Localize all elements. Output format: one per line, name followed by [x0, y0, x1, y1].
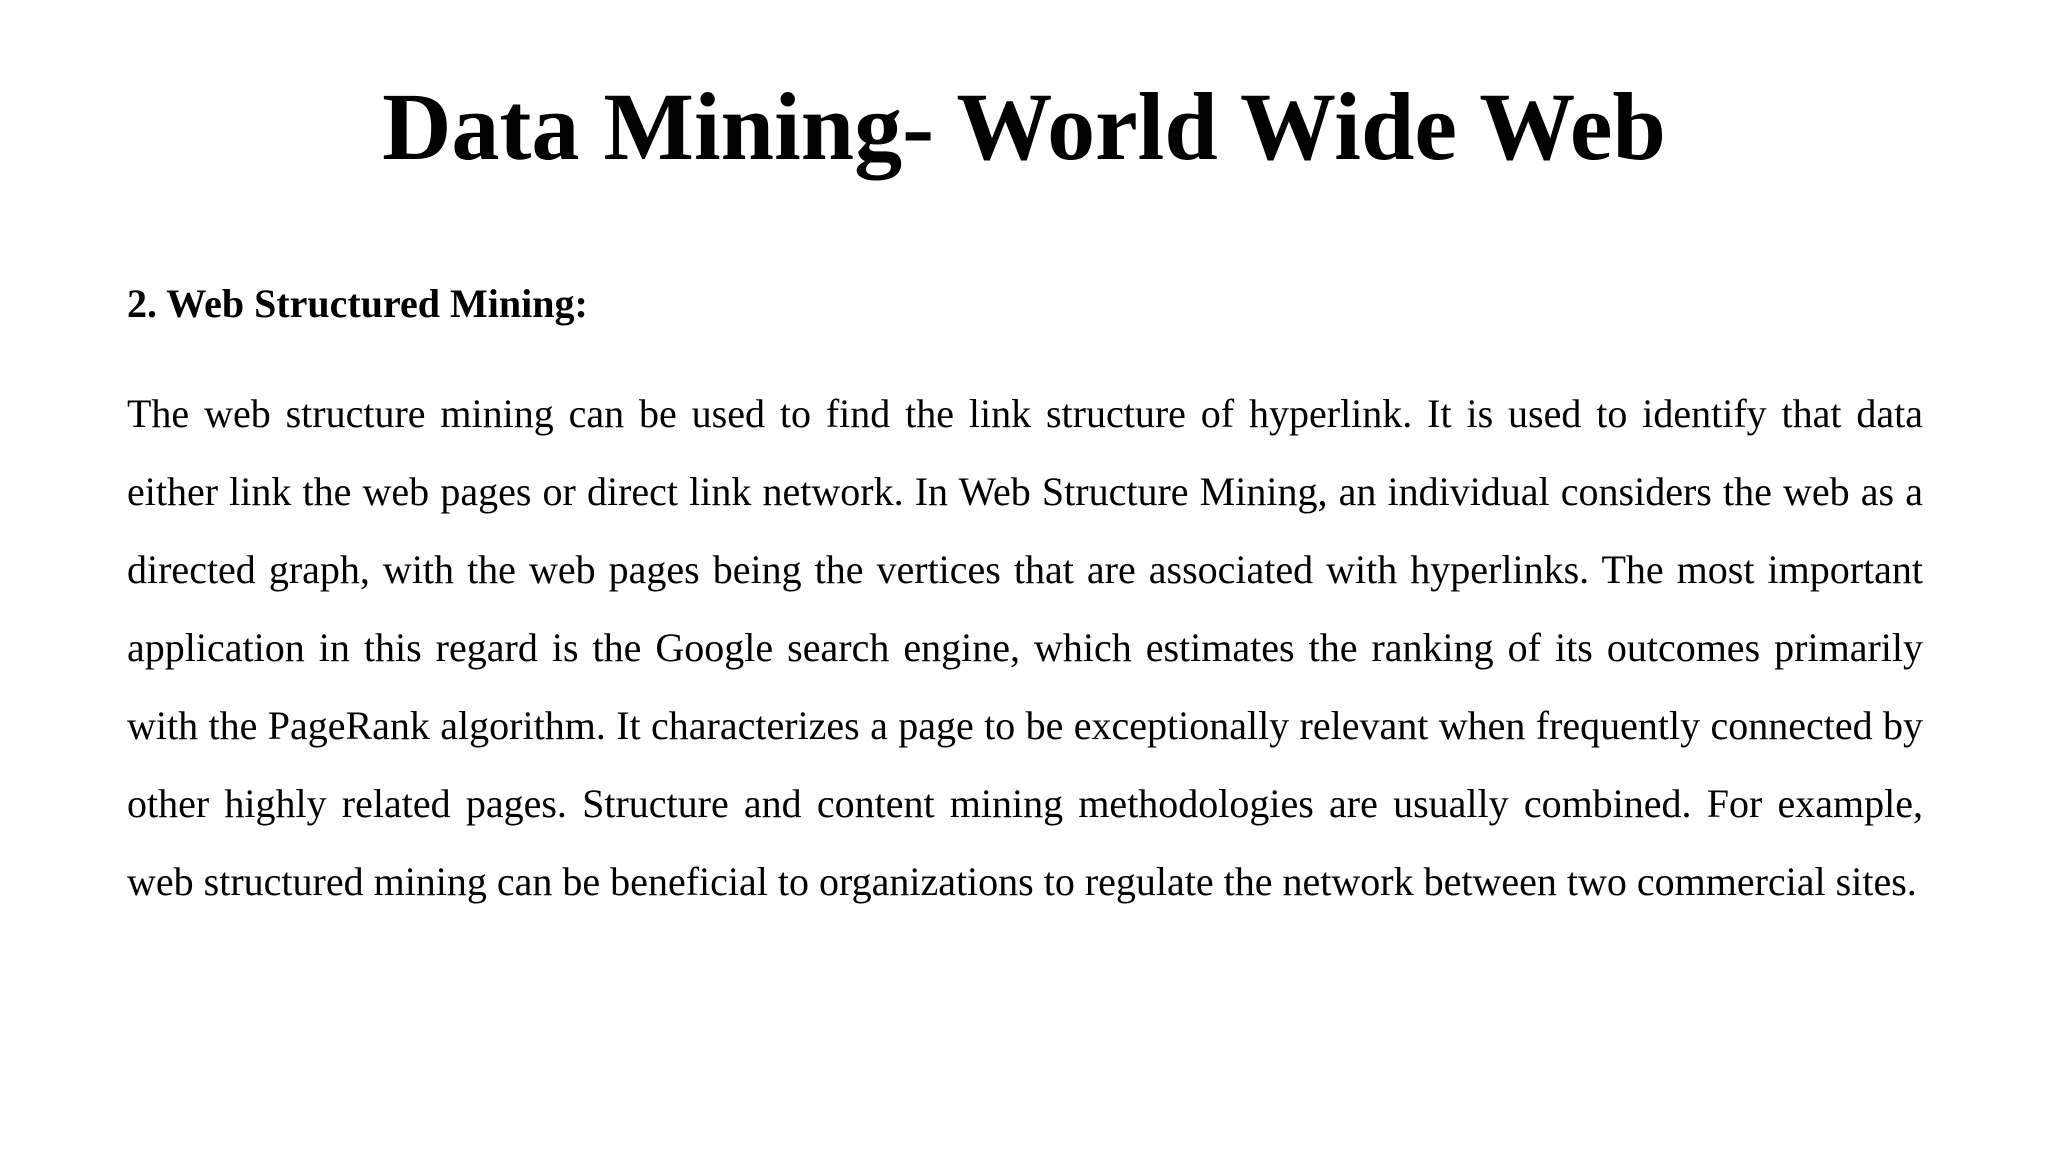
slide-title: Data Mining- World Wide Web — [382, 73, 1666, 180]
section-heading: 2. Web Structured Mining: — [127, 281, 588, 326]
body-paragraph: The web structure mining can be used to find the link structure of hyperlink. It is used to identify that data either link the web pages or direct link network. In Web Structure Mining, an individual considers the web as a directed graph, with the web pages being the vertices that are associated with hyperlinks. The most important application in this regard is the Google search engine, which estimates the ranking of its outcomes primarily with the PageRank algorithm. It characterizes a page to be exceptionally relevant when frequently connected by other highly related pages. Structure and content mining methodologies are usually combined. For example, web structured mining can be beneficial to organizations to regulate the network between two commercial sites. — [127, 391, 1923, 904]
